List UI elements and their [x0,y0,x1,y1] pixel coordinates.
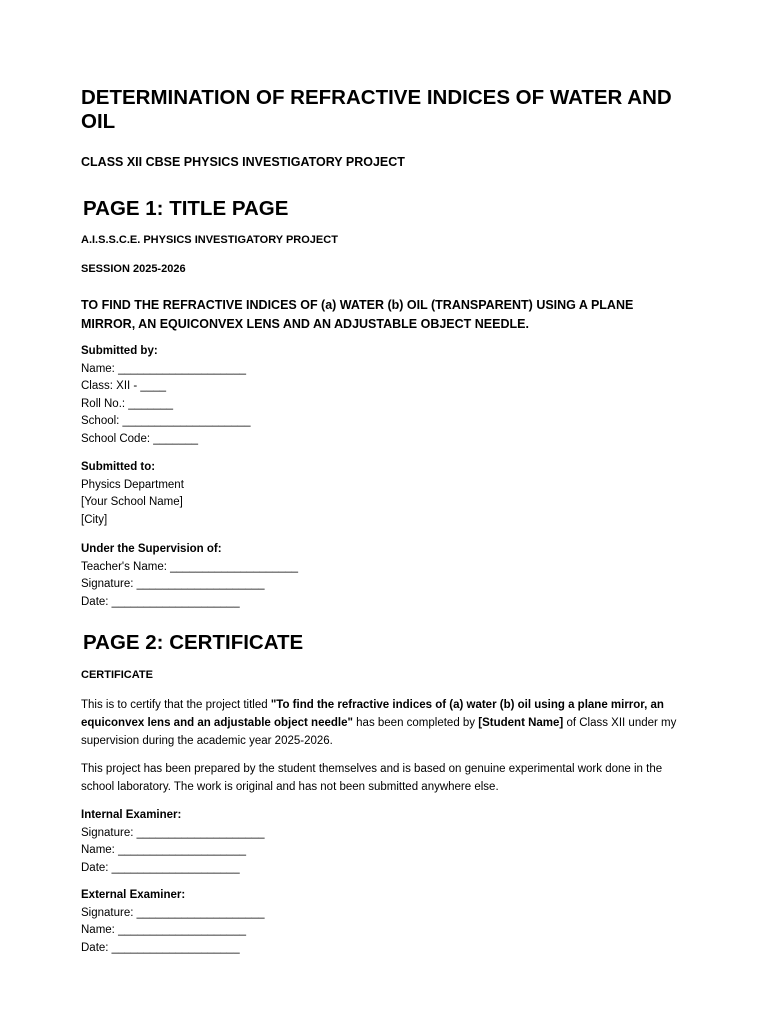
teacher-date-field: Date: ____________________ [81,595,240,608]
student-name-bold: [Student Name] [478,717,564,729]
submitted-to-block [81,459,184,529]
teacher-name-field: Teacher's Name: ____________________ [81,560,299,573]
project-line: A.I.S.S.C.E. PHYSICS INVESTIGATORY PROJECT [81,234,338,246]
para1-middle: has been completed by [352,717,479,729]
project-title-bold: "To find the refractive indices of (a) water (b) oil using a plane mirror, an equiconvex lens and an adjustable object needle" [81,699,664,729]
internal-examiner-label: Internal Examiner: [81,809,182,821]
teacher-signature-field: Signature: ____________________ [81,578,265,590]
submitted-by-label: Submitted by: [81,345,158,357]
page2-heading: PAGE 2: CERTIFICATE [83,631,304,654]
certificate-paragraph-1 [81,696,681,750]
document-title: DETERMINATION OF REFRACTIVE INDICES OF WATER AND OIL [81,86,672,133]
supervision-block [81,541,298,611]
submitted-to-label: Submitted to: [81,461,156,473]
roll-field: Roll No.: _______ [81,397,174,410]
external-examiner-label: External Examiner: [81,889,186,901]
external-signature-field: Signature: ____________________ [81,906,265,919]
document-subtitle: CLASS XII CBSE PHYSICS INVESTIGATORY PROJECT [81,155,405,169]
project-aim: TO FIND THE REFRACTIVE INDICES OF (a) WATER (b) OIL (TRANSPARENT) USING A PLANE MIRROR, AN EQUICONVEX LENS AND AN ADJUSTABLE OBJECT NEEDLE. [81,298,634,331]
external-date-field: Date: ____________________ [81,941,240,954]
internal-date-field: Date: ____________________ [81,861,240,874]
internal-name-field: Name: ____________________ [81,844,246,856]
para1-intro: This is to certify that the project titled [81,699,271,711]
name-field: Name: ____________________ [81,362,246,375]
external-examiner-block [81,887,265,957]
class-field: Class: XII - ____ [81,380,167,392]
certificate-label: CERTIFICATE [81,669,153,681]
para1-end: of Class XII under my supervision during the academic year 2025-2026. [81,717,677,747]
internal-signature-field: Signature: ____________________ [81,826,265,839]
school-name-line: [Your School Name] [81,496,183,508]
external-name-field: Name: ____________________ [81,924,246,936]
school-code-field: School Code: _______ [81,432,199,445]
school-field: School: ____________________ [81,415,251,427]
page1-heading: PAGE 1: TITLE PAGE [83,197,289,220]
city-line: [City] [81,513,108,526]
internal-examiner-block [81,807,265,877]
certificate-paragraph-2: This project has been prepared by the student themselves and is based on genuine experimental work done in the school laboratory. The work is original and has not been submitted anywhere else. [81,763,663,793]
submitted-by-block [81,343,250,448]
session-line: SESSION 2025-2026 [81,263,186,275]
supervision-label: Under the Supervision of: [81,543,222,555]
department-line: Physics Department [81,478,184,491]
